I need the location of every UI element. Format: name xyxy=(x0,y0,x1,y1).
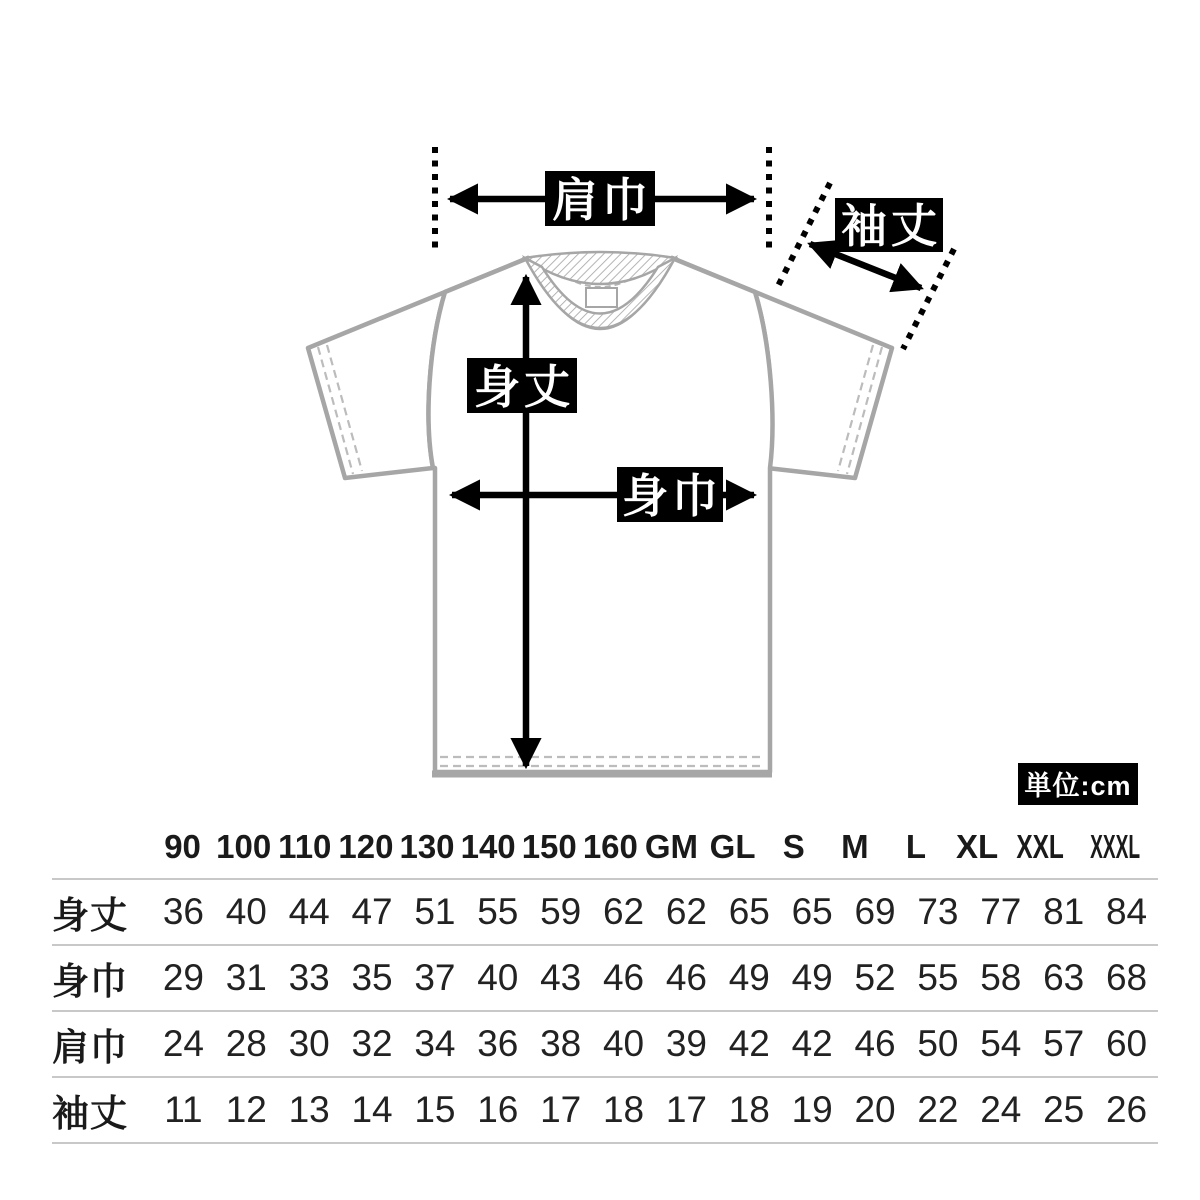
size-value-cell: 69 xyxy=(854,891,896,932)
size-value-cell: 36 xyxy=(477,1023,519,1064)
size-col-header: 90 xyxy=(164,828,201,865)
size-value-cell: 13 xyxy=(288,1089,330,1130)
size-value-cell: 26 xyxy=(1105,1089,1148,1130)
size-value-cell: 52 xyxy=(854,957,896,998)
size-value-cell: 28 xyxy=(225,1023,267,1064)
size-value-cell: 22 xyxy=(917,1089,959,1130)
size-value-cell: 34 xyxy=(414,1023,456,1064)
size-value-cell: 12 xyxy=(225,1089,267,1130)
size-value-cell: 42 xyxy=(728,1023,770,1064)
size-value-cell: 58 xyxy=(980,957,1022,998)
size-col-header: XXXL xyxy=(1089,828,1140,865)
size-col-header: 150 xyxy=(521,828,577,865)
body-width-label: 身巾 xyxy=(622,470,722,522)
size-value-cell: 46 xyxy=(602,957,645,998)
size-table xyxy=(52,816,1158,1144)
size-value-cell: 24 xyxy=(980,1089,1022,1130)
size-col-header: XL xyxy=(955,828,999,865)
size-value-cell: 46 xyxy=(854,1023,896,1064)
body-length-label: 身丈 xyxy=(474,361,574,413)
size-table-row xyxy=(52,946,1158,1012)
size-value-cell: 57 xyxy=(1043,1023,1085,1064)
size-value-cell: 77 xyxy=(980,891,1022,932)
size-value-cell: 17 xyxy=(665,1089,708,1130)
size-value-cell: 32 xyxy=(351,1023,393,1064)
size-table-row xyxy=(52,1012,1158,1078)
size-col-header: 160 xyxy=(582,828,638,865)
size-value-cell: 59 xyxy=(540,891,582,932)
size-value-cell: 11 xyxy=(164,1089,203,1130)
size-value-cell: 49 xyxy=(728,957,770,998)
size-col-header: GL xyxy=(709,828,756,865)
size-col-header: 110 xyxy=(278,828,332,865)
size-value-cell: 20 xyxy=(854,1089,896,1130)
measurement-row-label: 袖丈 xyxy=(52,1093,128,1134)
size-value-cell: 38 xyxy=(540,1023,582,1064)
size-value-cell: 15 xyxy=(414,1089,456,1130)
size-value-cell: 35 xyxy=(351,957,393,998)
sleeve-guide-outer xyxy=(903,249,954,349)
size-value-cell: 36 xyxy=(162,891,205,932)
neck-tag xyxy=(586,288,617,307)
size-value-cell: 55 xyxy=(917,957,959,998)
size-value-cell: 17 xyxy=(540,1089,582,1130)
size-value-cell: 73 xyxy=(917,891,959,932)
size-col-header: XXL xyxy=(1015,828,1064,865)
size-value-cell: 84 xyxy=(1105,891,1148,932)
size-value-cell: 62 xyxy=(665,891,708,932)
unit-note: 単位:cm xyxy=(1024,771,1132,801)
size-value-cell: 49 xyxy=(791,957,833,998)
size-value-cell: 81 xyxy=(1043,891,1085,932)
size-value-cell: 63 xyxy=(1043,957,1085,998)
size-value-cell: 43 xyxy=(540,957,582,998)
size-value-cell: 65 xyxy=(728,891,770,932)
shoulder-width-label: 肩巾 xyxy=(552,174,652,226)
size-value-cell: 30 xyxy=(288,1023,330,1064)
size-table-row xyxy=(52,1078,1158,1144)
size-header-row xyxy=(52,816,1158,880)
size-col-header: 120 xyxy=(338,828,394,865)
measurement-row-label: 肩巾 xyxy=(52,1027,128,1068)
size-value-cell: 24 xyxy=(162,1023,205,1064)
size-value-cell: 16 xyxy=(477,1089,519,1130)
size-value-cell: 55 xyxy=(477,891,519,932)
size-value-cell: 31 xyxy=(225,957,267,998)
size-col-header: S xyxy=(782,828,805,865)
size-value-cell: 51 xyxy=(414,891,456,932)
size-value-cell: 18 xyxy=(728,1089,770,1130)
size-value-cell: 14 xyxy=(351,1089,393,1130)
size-col-header: GM xyxy=(644,828,699,865)
size-col-header: M xyxy=(841,828,869,865)
size-value-cell: 54 xyxy=(980,1023,1022,1064)
size-col-header: 140 xyxy=(460,828,516,865)
size-value-cell: 40 xyxy=(602,1023,645,1064)
size-value-cell: 19 xyxy=(791,1089,833,1130)
size-value-cell: 44 xyxy=(288,891,330,932)
measurement-row-label: 身丈 xyxy=(52,895,128,936)
size-value-cell: 47 xyxy=(351,891,393,932)
tshirt-outline xyxy=(308,258,892,772)
size-value-cell: 29 xyxy=(162,957,205,998)
size-col-header: 100 xyxy=(216,828,272,865)
size-table-row xyxy=(52,880,1158,946)
size-col-header: 130 xyxy=(399,828,455,865)
size-value-cell: 60 xyxy=(1105,1023,1148,1064)
size-value-cell: 62 xyxy=(602,891,645,932)
size-value-cell: 40 xyxy=(477,957,519,998)
size-value-cell: 37 xyxy=(414,957,456,998)
size-value-cell: 42 xyxy=(791,1023,833,1064)
sleeve-length-label: 袖丈 xyxy=(841,200,941,252)
size-value-cell: 25 xyxy=(1043,1089,1085,1130)
measurement-row-label: 身巾 xyxy=(52,961,128,1002)
sleeve-guide-inner xyxy=(776,183,830,290)
size-value-cell: 65 xyxy=(791,891,833,932)
size-col-header: L xyxy=(905,828,927,865)
size-value-cell: 46 xyxy=(665,957,708,998)
size-value-cell: 39 xyxy=(665,1023,708,1064)
size-value-cell: 50 xyxy=(917,1023,959,1064)
size-value-cell: 68 xyxy=(1105,957,1148,998)
size-value-cell: 33 xyxy=(288,957,330,998)
size-value-cell: 18 xyxy=(602,1089,645,1130)
size-value-cell: 40 xyxy=(225,891,267,932)
